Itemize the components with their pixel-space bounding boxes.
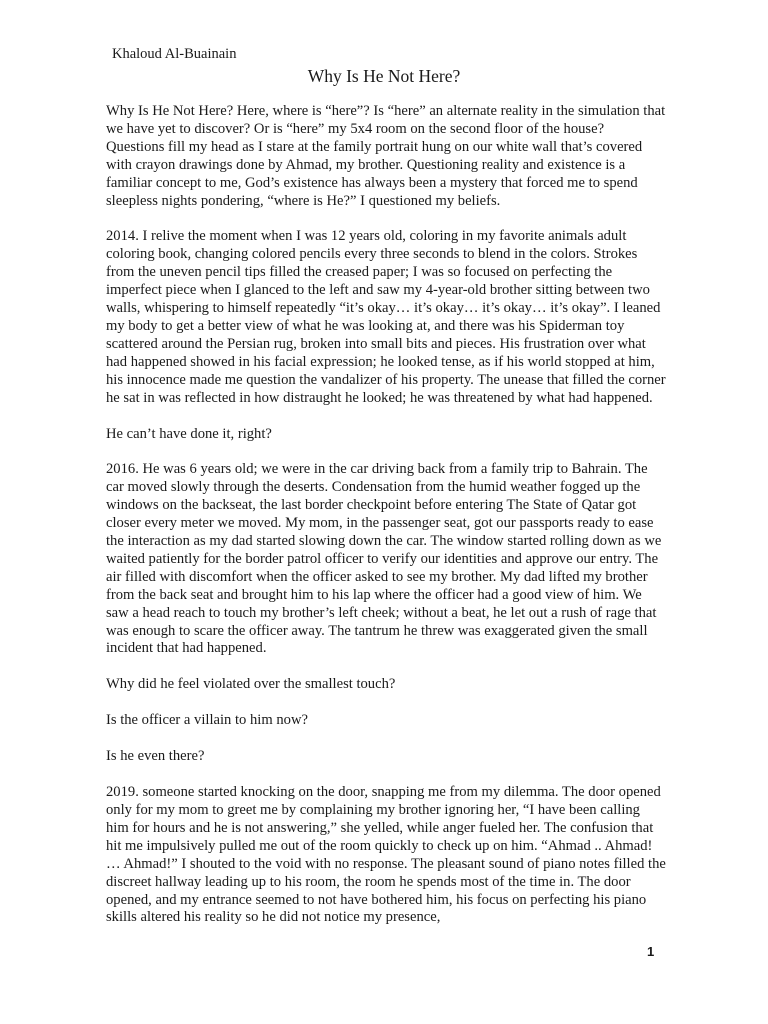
essay-body bbox=[106, 103, 666, 945]
paragraph-question-2: Why did he feel violated over the smallest touch? bbox=[106, 676, 396, 693]
paragraph-2014: 2014. I relive the moment when I was 12 years old, coloring in my favorite animals adult coloring book, changing colored pencils every three seconds to blend in the colors. Strokes from the uneven pencil tips filled the creased paper; I was so focused on perfecting the imperfect piece when I glanced to the left and saw my 4-year-old brother sitting between two walls, whispering to himself repeatedly “it’s okay… it’s okay… it’s okay… it’s okay”. I leaned my body to get a better view of what he was looking at, and there was his Spiderman toy scattered around the Persian rug, broken into small bits and pieces. His frustration over what had happened showed in his facial expression; he looked tense, as if his world stopped at him, his innocence made me question the vandalizer of his property. The unease that filled the corner he sat in was reflected in how distraught he looked; he was threatened by what had happened. bbox=[106, 228, 666, 406]
author-name: Khaloud Al-Buainain bbox=[112, 46, 237, 62]
paragraph-intro: Why Is He Not Here? Here, where is “here”? Is “here” an alternate reality in the simulation that we have yet to discover? Or is “here” my 5x4 room on the second floor of the house? Questions fill my head as I stare at the family portrait hung on our white wall that’s covered with crayon drawings done by Ahmad, my brother. Questioning reality and existence is a familiar concept to me, God’s existence has always been a mystery that forced me to spend sleepless nights pondering, “where is He?” I questioned my beliefs. bbox=[106, 103, 666, 209]
paragraph-2019: 2019. someone started knocking on the door, snapping me from my dilemma. The door opened only for my mom to greet me by complaining my brother ignoring her, “I have been calling him for hours and he is not answering,” she yelled, while anger fueled her. The confusion that hit me impulsively pulled me out of the room quickly to check up on him. “Ahmad .. Ahmad! … Ahmad!” I shouted to the void with no response. The pleasant sound of piano notes filled the discreet hallway leading up to his room, the room he spends most of the time in. The door opened, and my entrance seemed to not have bothered him, his focus on perfecting his piano skills altered his reality so he did not notice my presence, bbox=[106, 784, 666, 926]
page-number: 1 bbox=[647, 944, 655, 959]
essay-title: Why Is He Not Here? bbox=[307, 66, 461, 86]
paragraph-question-1: He can’t have done it, right? bbox=[106, 425, 272, 442]
paragraph-question-3: Is the officer a villain to him now? bbox=[106, 712, 308, 729]
paragraph-question-4: Is he even there? bbox=[106, 748, 205, 765]
paragraph-2016: 2016. He was 6 years old; we were in the car driving back from a family trip to Bahrain. The car moved slowly through the deserts. Condensation from the humid weather fogged up the windows on the backseat, the last border checkpoint before entering The State of Qatar got closer every meter we moved. My mom, in the passenger seat, got our passports ready to ease the interaction as my dad started slowing down the car. The window started rolling down as we waited patiently for the border patrol officer to verify our identities and approve our entry. The air filled with discomfort when the officer asked to see my brother. My dad lifted my brother from the back seat and brought him to his lap where the officer had a good view of him. We saw a head reach to touch my brother’s left cheek; without a beat, he let out a rush of rage that was enough to scare the officer away. The tantrum he threw was exaggerated given the small incident that had happened. bbox=[106, 461, 662, 657]
